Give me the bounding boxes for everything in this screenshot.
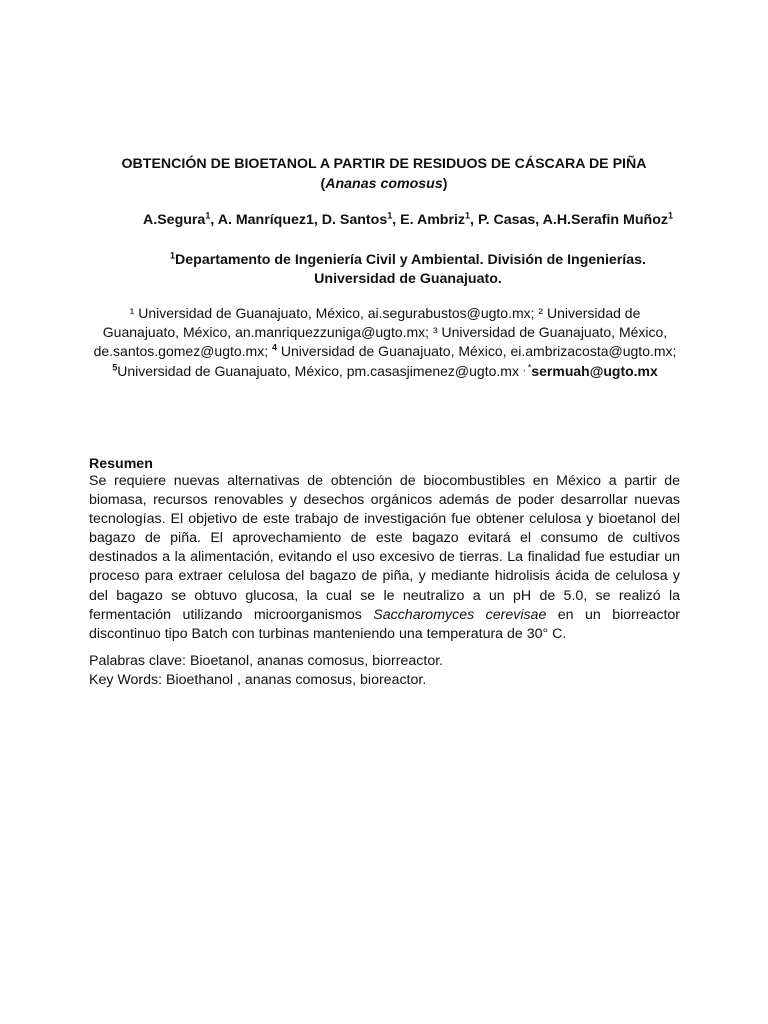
affiliation-text: Universidad de Guanajuato, México, pm.casasjimenez@ugto.mx (117, 362, 523, 379)
author-separator: , (470, 212, 478, 228)
author-name: A. Manríquez1 (217, 212, 314, 228)
department-line-1 (132, 251, 684, 270)
department-line-2: Universidad de Guanajuato. (314, 271, 502, 287)
affiliation-mark: 5 (112, 361, 118, 372)
author-affiliation-mark: 1 (465, 210, 471, 221)
affiliation-mark: ¹ (129, 305, 135, 321)
organism-name: Saccharomyces cerevisae (373, 606, 547, 623)
affiliation-text: Universidad de Guanajuato, México, ai.segurabustos@ugto.mx; (134, 305, 539, 321)
keywords-spanish: Palabras clave: Bioetanol, ananas comosus, biorreactor. (89, 653, 444, 669)
affiliation-text: Universidad de Guanajuato, México, an.manriquezzuniga@ugto.mx; (102, 305, 641, 341)
affiliations (92, 304, 678, 381)
abstract-body (89, 472, 680, 644)
author-affiliation-mark: 1 (667, 210, 673, 221)
title-line-1: OBTENCIÓN DE BIOETANOL A PARTIR DE RESIDUOS DE CÁSCARA DE PIÑA (121, 156, 647, 172)
affiliation-mark: , * (522, 361, 532, 372)
title-line-2 (60, 174, 708, 194)
department-name: Departamento de Ingeniería Civil y Ambiental. División de Ingenierías. (175, 252, 646, 268)
department (132, 251, 684, 289)
affiliation-mark: ³ (432, 324, 438, 341)
author-name: P. Casas (477, 212, 536, 228)
keywords-english: Key Words: Bioethanol , ananas comosus, bioreactor. (89, 672, 427, 688)
author-list (132, 212, 684, 229)
author-name: E. Ambriz (400, 212, 466, 228)
author-affiliation-mark: 1 (205, 210, 211, 221)
author-name: D. Santos (321, 212, 388, 228)
affiliation-mark: ² (538, 305, 544, 321)
department-mark: 1 (170, 250, 176, 261)
author-name: A.Segura (143, 212, 206, 228)
author-separator: , (210, 212, 218, 228)
title-close-paren: ) (442, 176, 448, 192)
scientific-name: Ananas comosus (325, 176, 443, 192)
author-affiliation-mark: 1 (387, 210, 393, 221)
corresponding-email: sermuah@ugto.mx (531, 362, 658, 379)
paper-title (60, 154, 708, 194)
title-open-paren: ( (320, 176, 326, 192)
abstract-text: en un biorreactor discontinuo tipo Batch con turbinas manteniendo una temperatura de 30° C. (89, 606, 681, 642)
author-name: A.H.Serafin Muñoz (542, 212, 668, 228)
abstract-text: Se requiere nuevas alternativas de obtención de biocombustibles en México a partir de biomasa, recursos renovables y desechos orgánicos además de poder desarrollar nuevas tecnologías. El objetivo de este trabajo de investigación fue obtener celulosa y bioetanol del bagazo de piña. El aprovechamiento de este bagazo evitará el consumo de cultivos destinados a la alimentación, evitando el uso excesivo de tierras. La finalidad fue estudiar un proceso para extraer celulosa del bagazo de piña, y mediante hidrolisis ácida de celulosa y del bagazo se obtuvo glucosa, la cual se le neutralizo a un pH de 5.0, se realizó la fermentación utilizando microorganismos (89, 473, 680, 623)
affiliation-text: Universidad de Guanajuato, México, ei.ambrizacosta@ugto.mx; (277, 343, 677, 360)
author-separator: , (392, 212, 401, 228)
affiliation-mark: 4 (272, 342, 278, 353)
author-separator: , (313, 212, 322, 228)
affiliation-text: Universidad de Guanajuato, México, de.santos.gomez@ugto.mx; (93, 324, 668, 360)
keywords (89, 652, 680, 690)
abstract-heading: Resumen (89, 456, 153, 472)
author-separator: , (535, 212, 543, 228)
